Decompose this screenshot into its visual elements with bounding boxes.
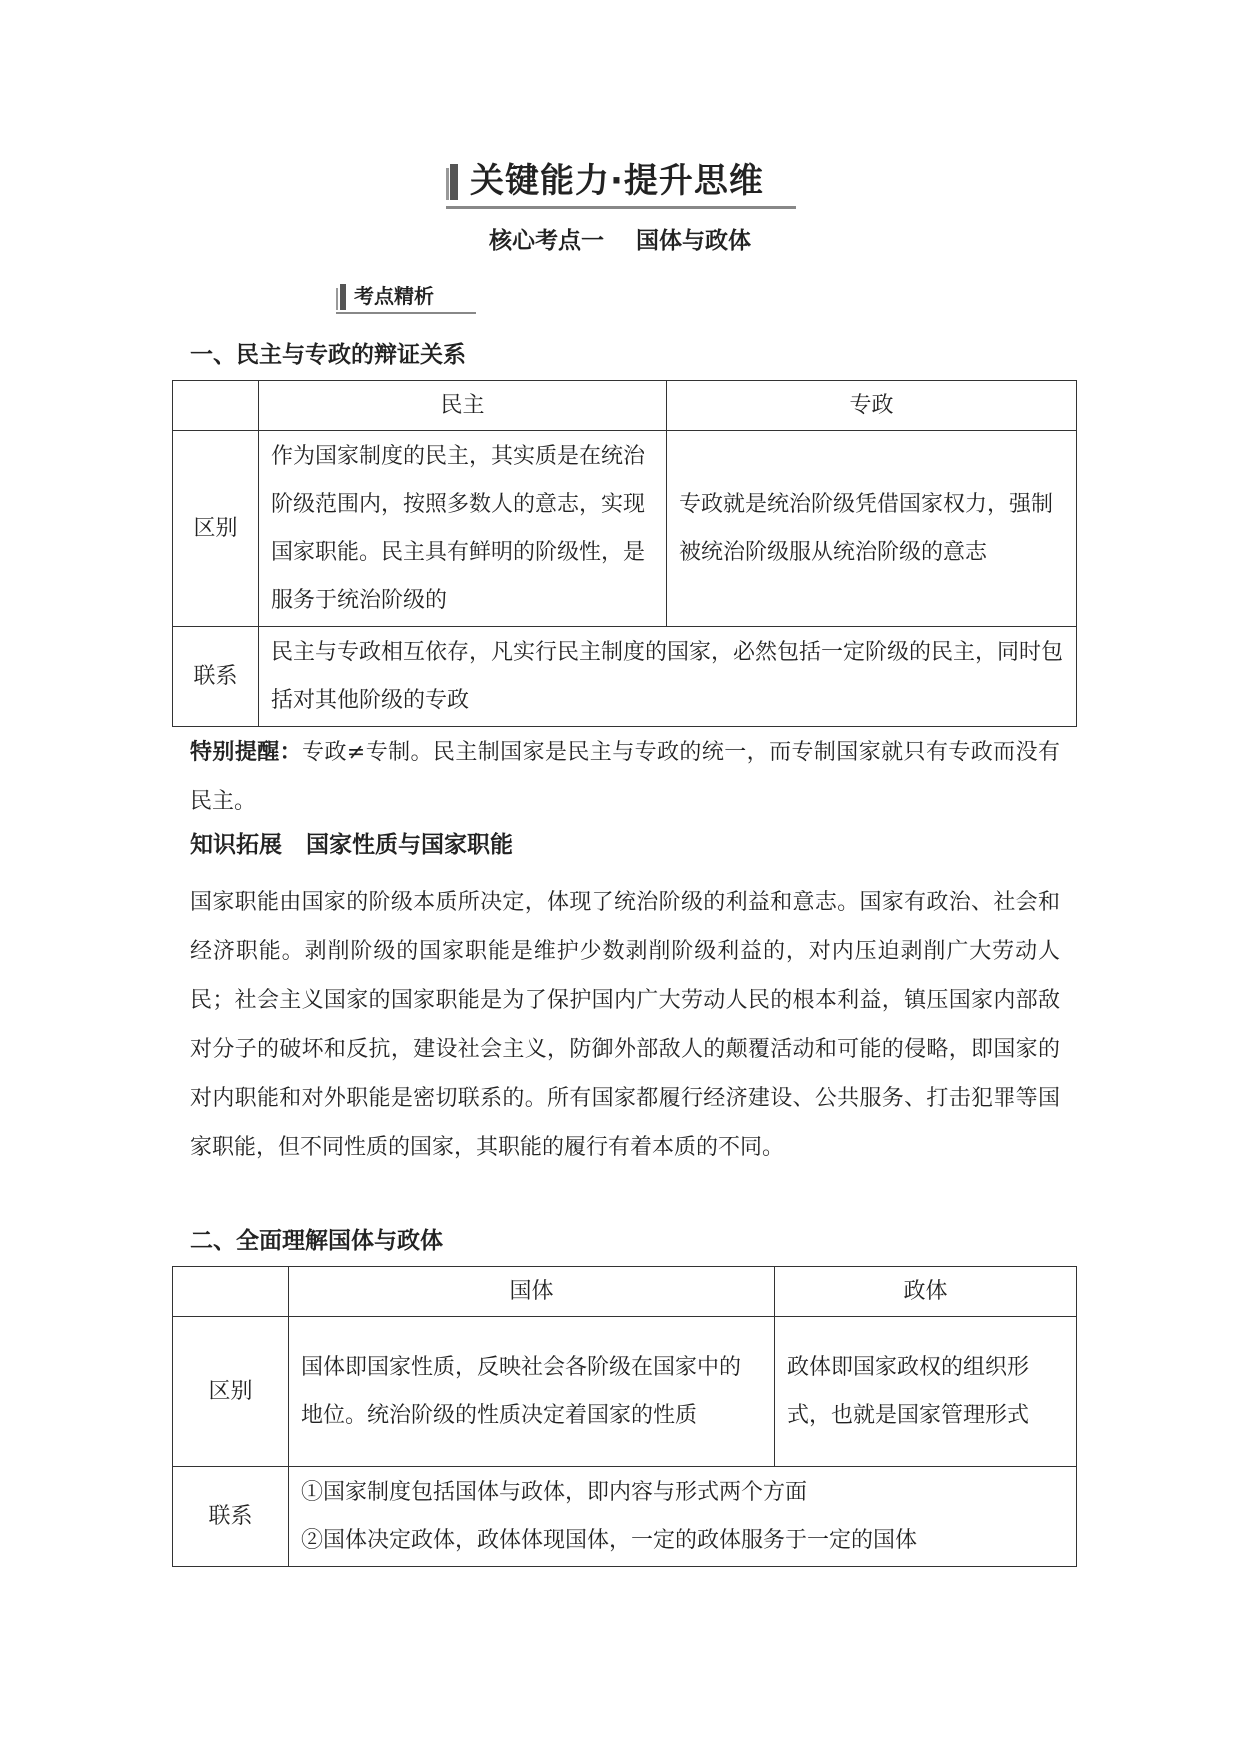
header-cell-dictatorship: 专政 bbox=[667, 381, 1077, 431]
core-point-topic: 国体与政体 bbox=[636, 228, 752, 254]
row-label-difference: 区别 bbox=[173, 431, 259, 627]
connection-item: ①国家制度包括国体与政体，即内容与形式两个方面 bbox=[301, 1479, 808, 1505]
extension-label: 知识拓展 bbox=[190, 832, 282, 858]
extension-paragraph: 国家职能由国家的阶级本质所决定，体现了统治阶级的利益和意志。国家有政治、社会和经济职能。剥削阶级的国家职能是维护少数剥削阶级利益的，对内压迫剥削广大劳动人民；社会主义国家的国家职能是为了保护国内广大劳动人民的根本利益，镇压国家内部敌对分子的破坏和反抗，建设社会主义，防御外部敌人的颠覆活动和可能的侵略，即国家的对内职能和对外职能是密切联系的。所有国家都履行经济建设、公共服务、打击犯罪等国家职能，但不同性质的国家，其职能的履行有着本质的不同。 bbox=[190, 890, 1060, 1160]
banner-title: 关键能力·提升思维 bbox=[470, 161, 764, 201]
democracy-dictatorship-table bbox=[172, 380, 1077, 727]
cell-regime-difference: 政体即国家政权的组织形式，也就是国家管理形式 bbox=[775, 1317, 1077, 1467]
cell-dictatorship-difference: 专政就是统治阶级凭借国家权力，强制被统治阶级服从统治阶级的意志 bbox=[667, 431, 1077, 627]
state-system-table bbox=[172, 1266, 1077, 1567]
table-header-row bbox=[173, 381, 1077, 431]
section-2-title: 二、全面理解国体与政体 bbox=[190, 1228, 443, 1254]
chapter-banner bbox=[446, 160, 796, 209]
tag-mark-bar bbox=[340, 284, 346, 310]
table-row-difference bbox=[173, 1317, 1077, 1467]
cell-democracy-difference: 作为国家制度的民主，其实质是在统治阶级范围内，按照多数人的意志，实现国家职能。民主具有鲜明的阶级性，是服务于统治阶级的 bbox=[259, 431, 667, 627]
section-1-title: 一、民主与专政的辩证关系 bbox=[190, 342, 466, 368]
cell-connection: 民主与专政相互依存，凡实行民主制度的国家，必然包括一定阶级的民主，同时包括对其他阶级的专政 bbox=[259, 627, 1077, 727]
header-cell-empty bbox=[173, 1267, 289, 1317]
cell-connection bbox=[289, 1467, 1077, 1567]
row-label-difference: 区别 bbox=[173, 1317, 289, 1467]
connection-item: ②国体决定政体，政体体现国体，一定的政体服务于一定的国体 bbox=[301, 1527, 918, 1553]
header-cell-state-nature: 国体 bbox=[289, 1267, 775, 1317]
banner-accent-bar bbox=[446, 168, 449, 200]
header-cell-empty bbox=[173, 381, 259, 431]
reminder-text: 专政≠专制。民主制国家是民主与专政的统一，而专制国家就只有专政而没有民主。 bbox=[190, 740, 1060, 814]
header-cell-regime: 政体 bbox=[775, 1267, 1077, 1317]
special-reminder bbox=[190, 728, 1060, 826]
table-row-difference bbox=[173, 431, 1077, 627]
reminder-label: 特别提醒： bbox=[190, 740, 303, 765]
table-row-connection bbox=[173, 627, 1077, 727]
table-row-connection bbox=[173, 1467, 1077, 1567]
extension-heading bbox=[190, 830, 513, 860]
cell-state-nature-difference: 国体即国家性质，反映社会各阶级在国家中的地位。统治阶级的性质决定着国家的性质 bbox=[289, 1317, 775, 1467]
tag-label: 考点精析 bbox=[354, 284, 434, 308]
extension-title: 国家性质与国家职能 bbox=[306, 832, 514, 858]
table-header-row bbox=[173, 1267, 1077, 1317]
core-point-heading bbox=[0, 226, 1240, 256]
section-tag bbox=[336, 282, 476, 314]
core-point-label: 核心考点一 bbox=[488, 228, 604, 254]
header-cell-democracy: 民主 bbox=[259, 381, 667, 431]
tag-accent-bar bbox=[336, 288, 338, 310]
row-label-connection: 联系 bbox=[173, 1467, 289, 1567]
row-label-connection: 联系 bbox=[173, 627, 259, 727]
banner-mark-bar bbox=[450, 164, 458, 200]
